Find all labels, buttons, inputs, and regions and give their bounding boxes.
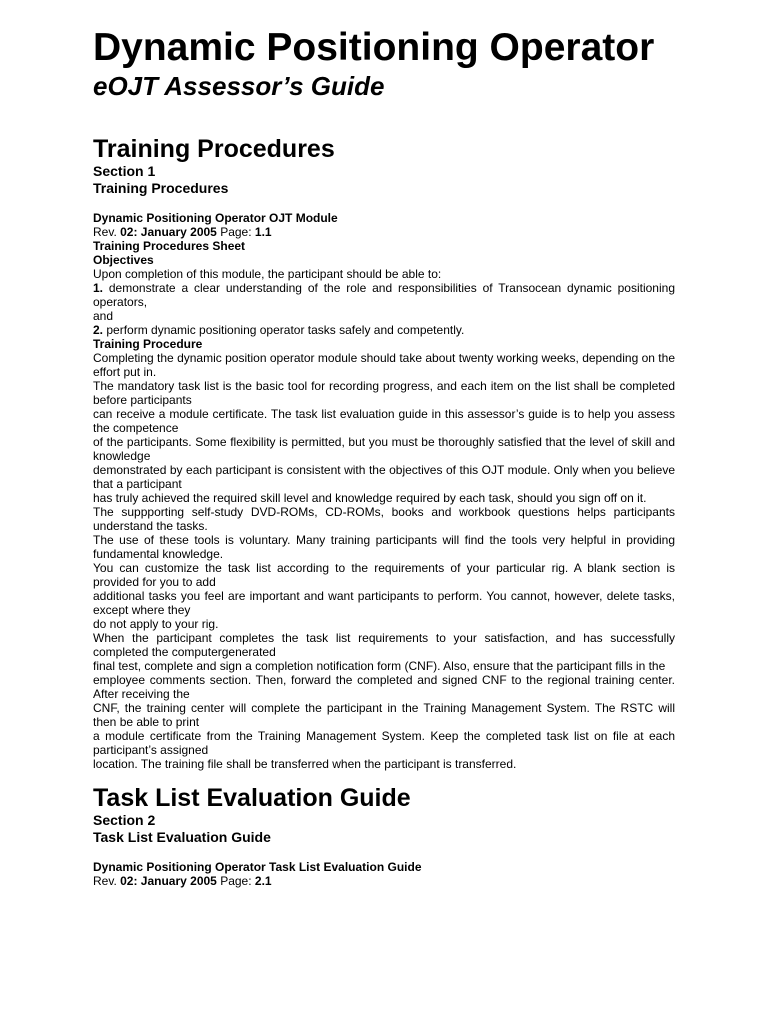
paragraph-line: location. The training file shall be transferred when the participant is transferred.: [93, 757, 517, 771]
paragraph-line: employee comments section. Then, forward the completed and signed CNF to the regional training center. After receiving the: [93, 673, 675, 701]
paragraph-line: additional tasks you feel are important and want participants to perform. You cannot, however, delete tasks, except where they: [93, 589, 675, 617]
paragraph-line: The suppporting self-study DVD-ROMs, CD-ROMs, books and workbook questions helps participants understand the tasks.: [93, 505, 675, 533]
paragraph-line: of the participants. Some flexibility is permitted, but you must be thoroughly satisfied that the level of skill and knowledge: [93, 435, 675, 463]
module-title: Dynamic Positioning Operator Task List Evaluation Guide: [93, 860, 422, 874]
paragraph-line: The use of these tools is voluntary. Many training participants will find the tools very helpful in providing fundamental knowledge.: [93, 533, 675, 561]
paragraph-line: You can customize the task list according to the requirements of your particular rig. A blank section is provided for you to add: [93, 561, 675, 589]
objective-1: [93, 281, 675, 309]
objective-2-text: perform dynamic positioning operator tasks safely and competently.: [103, 323, 465, 337]
paragraph-line: has truly achieved the required skill level and knowledge required by each task, should you sign off on it.: [93, 491, 647, 505]
page-value: 2.1: [254, 874, 272, 888]
rev-value: 02: January 2005: [120, 874, 217, 888]
paragraph-line: The mandatory task list is the basic tool for recording progress, and each item on the list shall be completed before participants: [93, 379, 675, 407]
revision-line: [93, 874, 675, 888]
section-1: [93, 135, 675, 771]
rev-prefix: Rev.: [93, 874, 121, 888]
document-page: [93, 0, 675, 888]
page-prefix: Page:: [216, 225, 255, 239]
procedure-title: Training Procedure: [93, 337, 203, 351]
spacer: [93, 846, 675, 860]
section-2-body: [93, 860, 675, 888]
objective-1-text: demonstrate a clear understanding of the role and responsibilities of Transocean dynamic positioning operators,: [93, 281, 675, 309]
spacer: [93, 197, 675, 211]
page-value: 1.1: [254, 225, 272, 239]
sheet-title: Training Procedures Sheet: [93, 239, 246, 253]
and-text: and: [93, 309, 114, 323]
section-1-heading: Training Procedures: [93, 135, 335, 163]
section-1-number: Section 1: [93, 163, 156, 179]
document-subtitle: eOJT Assessor’s Guide: [93, 71, 385, 101]
module-title: Dynamic Positioning Operator OJT Module: [93, 211, 338, 225]
section-2-number: Section 2: [93, 812, 156, 828]
section-2-name: Task List Evaluation Guide: [93, 829, 271, 845]
paragraph-line: final test, complete and sign a completion notification form (CNF). Also, ensure that the participant fills in the: [93, 659, 666, 673]
rev-prefix: Rev.: [93, 225, 121, 239]
section-1-body: [93, 211, 675, 771]
section-2: [93, 784, 675, 888]
objective-2: [93, 323, 675, 337]
section-2-heading: Task List Evaluation Guide: [93, 784, 411, 812]
objectives-intro: Upon completion of this module, the participant should be able to:: [93, 267, 442, 281]
section-1-name: Training Procedures: [93, 180, 229, 196]
objectives-title: Objectives: [93, 253, 154, 267]
rev-value: 02: January 2005: [120, 225, 217, 239]
paragraph-line: CNF, the training center will complete the participant in the Training Management System. The RSTC will then be able to print: [93, 701, 675, 729]
paragraph-line: do not apply to your rig.: [93, 617, 219, 631]
paragraph-line: demonstrated by each participant is consistent with the objectives of this OJT module. Only when you believe that a participant: [93, 463, 675, 491]
revision-line: [93, 225, 675, 239]
paragraph-line: Completing the dynamic position operator module should take about twenty working weeks, depending on the effort put in.: [93, 351, 675, 379]
objective-2-number: 2.: [93, 323, 104, 337]
paragraph-line: a module certificate from the Training Management System. Keep the completed task list on file at each participant’s assigned: [93, 729, 675, 757]
objective-1-number: 1.: [93, 281, 104, 295]
page-prefix: Page:: [216, 874, 255, 888]
paragraph-line: When the participant completes the task list requirements to your satisfaction, and has successfully completed the computergenerated: [93, 631, 675, 659]
document-title: Dynamic Positioning Operator: [93, 26, 655, 69]
paragraph-line: can receive a module certificate. The task list evaluation guide in this assessor’s guide is to help you assess the competence: [93, 407, 675, 435]
